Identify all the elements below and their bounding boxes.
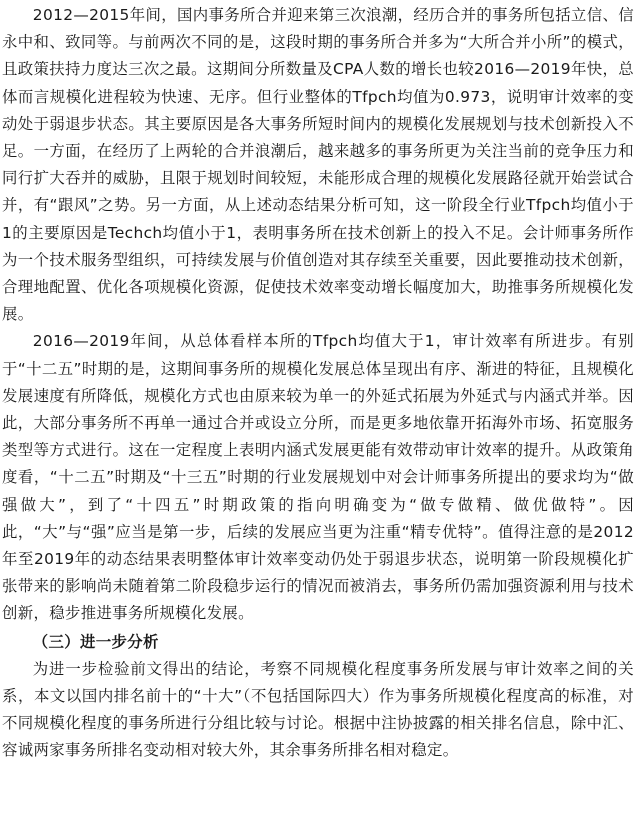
body-paragraph-2016-2019: 2016—2019年间，从总体看样本所的Tfpch均值大于1，审计效率有所进步。有别于“十二五”时期的是，这期间事务所的规模化发展总体呈现出有序、渐进的特征，且规模化发展速度有所降低，规模化方式也由原来较为单一的外延式拓展为外延式与内涵式并举。因此，大部分事务所不再单一通过合并或设立分所，而是更多地依靠开拓海外市场、拓宽服务类型等方式进行。这在一定程度上表明内涵式发展更能有效带动审计效率的提升。从政策角度看，“十二五”时期及“十三五”时期的行业发展规划中对会计师事务所提出的要求均为“做强做大”，到了“十四五”时期政策的指向明确变为“做专做精、做优做特”。因此，“大”与“强”应当是第一步，后续的发展应当更为注重“精专优特”。值得注意的是2012年至2019年的动态结果表明整体审计效率变动仍处于弱退步状态，说明第一阶段规模化扩张带来的影响尚未随着第二阶段稳步运行的情况而被消去，事务所仍需加强资源利用与技术创新，稳步推进事务所规模化发展。 [2,332,634,623]
document-page [2,0,634,839]
body-paragraph-further-analysis: 为进一步检验前文得出的结论，考察不同规模化程度事务所发展与审计效率之间的关系，本文以国内排名前十的“十大”（不包括国际四大）作为事务所规模化程度高的标准，对不同规模化程度的事务所进行分组比较与讨论。根据中注协披露的相关排名信息，除中汇、容诚两家事务所排名变动相对较大外，其余事务所排名相对稳定。 [2,659,634,760]
body-paragraph-2012-2015: 2012—2015年间，国内事务所合并迎来第三次浪潮，经历合并的事务所包括立信、信永中和、致同等。与前两次不同的是，这段时期的事务所合并多为“大所合并小所”的模式，且政策扶持力度达三次之最。这期间分所数量及CPA人数的增长也较2016—2019年快，总体而言规模化进程较为快速、无序。但行业整体的Tfpch均值为0.973，说明审计效率的变动处于弱退步状态。其主要原因是各大事务所短时间内的规模化发展规划与技术创新投入不足。一方面，在经历了上两轮的合并浪潮后，越来越多的事务所更为关注当前的竞争压力和同行扩大吞并的威胁，且限于规划时间较短，未能形成合理的规模化发展路径就开始尝试合并，有“跟风”之势。另一方面，从上述动态结果分析可知，这一阶段全行业Tfpch均值小于1的主要原因是Techch均值小于1，表明事务所在技术创新上的投入不足。会计师事务所作为一个技术服务型组织，可持续发展与价值创造对其存续至关重要，因此要推动技术创新，合理地配置、优化各项规模化资源，促使技术效率变动增长幅度加大，助推事务所规模化发展。 [2,6,634,324]
section-heading: （三）进一步分析 [32,632,159,651]
